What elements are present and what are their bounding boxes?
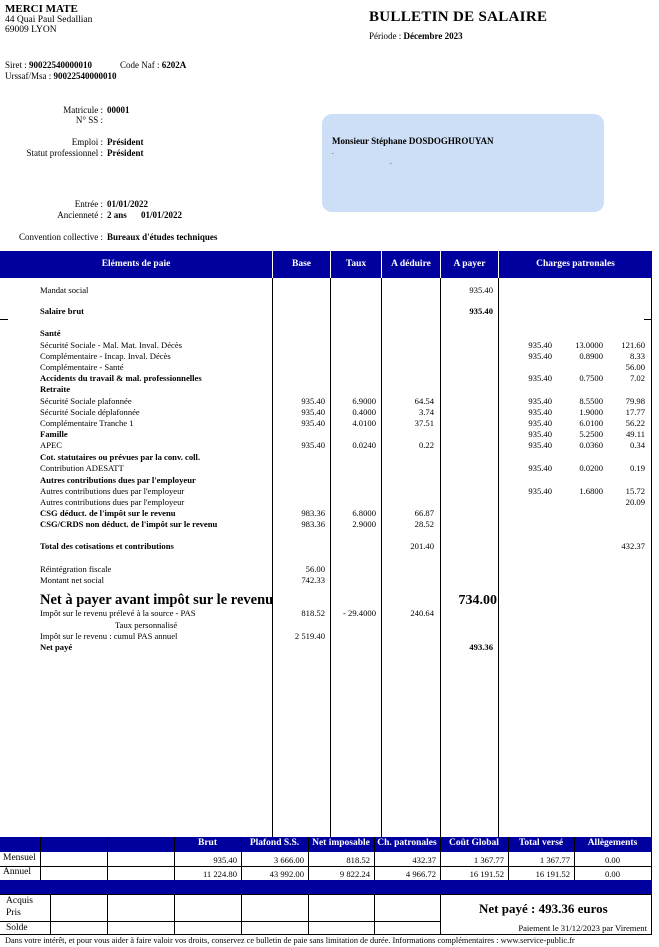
summary-header-cell: Total versé [518,838,564,848]
row-pmont: 0.34 [629,440,645,450]
conges-border [241,894,242,934]
header-charges: Charges patronales [536,259,615,269]
summary-border [40,837,41,880]
table-row [0,541,659,552]
summary-header-cell: Brut [198,838,217,848]
table-row [0,508,659,519]
anciennete-date: 01/01/2022 [141,210,183,220]
row-pmont: 56.00 [625,362,645,372]
row-label: Complémentaire - Santé [40,362,124,372]
cumul-pas-label: Impôt sur le revenu : cumul PAS annuel [40,631,178,641]
row-base: 742.33 [301,575,325,585]
summary-header-cell: Coût Global [449,838,499,848]
row-pbase: 935.40 [528,407,552,417]
cumul-pas-base: 2 519.40 [294,631,325,641]
row-taux: 2.9000 [352,519,376,529]
table-row [0,396,659,407]
pas-label: Impôt sur le revenu prélevé à la source - PAS [40,608,196,618]
row-taux: 4.0100 [352,418,376,428]
row-pmont: 56.22 [625,418,645,428]
row-label: Complémentaire Tranche 1 [40,418,134,428]
naf-label: Code Naf : [120,60,160,70]
header-separator [381,251,382,278]
document-title: BULLETIN DE SALAIRE [369,9,548,25]
row-pbase: 935.40 [528,486,552,496]
legal-notice: Dans votre intérêt, et pour vous aider à faire valoir vos droits, conservez ce bulletin de paie sans limitation de durée. Informations complémentaires : www.service-public.fr [5,936,575,945]
row-ptaux: 0.7500 [579,373,603,383]
naf-value: 6202A [161,60,187,70]
urssaf-label: Urssaf/Msa : [5,71,52,81]
company-name: MERCI MATE [5,3,78,15]
recipient-name: Monsieur Stéphane DOSDOGHROUYAN [332,136,494,146]
summary-header-cell: Ch. patronales [377,838,437,848]
summary-row-label: Mensuel [3,853,36,863]
emploi-label: Emploi : [71,137,103,147]
summary-row-label: Annuel [3,867,31,877]
row-base: 983.36 [301,519,325,529]
header-base: Base [292,259,311,269]
row-label: Réintégration fiscale [40,564,112,574]
matricule-label: Matricule : [63,105,103,115]
row-base: 935.40 [301,440,325,450]
row-base: 935.40 [301,396,325,406]
summary-cell: 0.00 [604,869,620,879]
row-base: 983.36 [301,508,325,518]
conges-pris-label: Pris [6,908,21,918]
company-address-line2: 69009 LYON [5,25,57,35]
row-pbase: 935.40 [528,429,552,439]
table-row [0,384,659,395]
recipient-address-box [322,114,604,212]
row-ptaux: 0.8900 [579,351,603,361]
row-base: 935.40 [301,418,325,428]
conges-border [374,894,375,934]
summary-cell: 16 191.52 [535,869,570,879]
tick-mark [644,319,652,320]
table-row [0,351,659,362]
row-ptaux: 6.0100 [579,418,603,428]
summary-header-cell: Allègements [587,838,638,848]
row-label: Sécurité Sociale plafonnée [40,396,132,406]
row-pbase: 935.40 [528,396,552,406]
convention-label: Convention collective : [19,232,103,242]
urssaf-value: 90022540000010 [53,71,117,81]
net-paye-label: Net payé [40,642,73,652]
row-label: Autres contributions dues par l'employeur [40,475,196,485]
row-pbase: 935.40 [528,351,552,361]
pas-base: 818.52 [301,608,325,618]
row-pmont: 15.72 [625,486,645,496]
row-deduire: 37.51 [414,418,434,428]
summary-row-border [0,866,652,867]
table-row [0,440,659,451]
row-deduire: 201.40 [410,541,434,551]
company-address-line1: 44 Quai Paul Sedallian [5,15,93,25]
pas-deduire: 240.64 [410,608,434,618]
table-row [0,519,659,530]
row-label: Autres contributions dues par l'employeur [40,486,185,496]
header-separator [330,251,331,278]
conges-border [0,894,652,895]
row-label: Sécurité Sociale déplafonnée [40,407,140,417]
summary-border [107,837,108,880]
row-pbase: 935.40 [528,463,552,473]
row-ptaux: 1.6800 [579,486,603,496]
row-taux: 0.4000 [352,407,376,417]
row-label: Cot. statutaires ou prévues par la conv. coll. [40,452,201,462]
payment-net-paye: Net payé : 493.36 euros [479,901,608,916]
table-row [0,475,659,486]
row-taux: 6.8000 [352,508,376,518]
row-apayer: 935.40 [469,285,493,295]
table-row [0,575,659,586]
table-row [0,340,659,351]
tick-mark [0,319,8,320]
conges-border [308,894,309,934]
row-base: 56.00 [305,564,325,574]
conges-border [107,894,108,934]
row-apayer: 935.40 [469,306,493,316]
table-row [0,362,659,373]
conges-solde-label: Solde [6,923,28,933]
row-pmont: 8.33 [629,351,645,361]
row-label: Retraite [40,384,71,394]
period [369,31,463,41]
summary-cell: 935.40 [213,855,237,865]
header-deduire: A déduire [391,259,431,269]
row-label: Contribution ADESATT [40,463,124,473]
row-ptaux: 5.2500 [579,429,603,439]
summary-cell: 1 367.77 [473,855,504,865]
row-label: CSG déduct. de l'impôt sur le revenu [40,508,176,518]
anciennete-value: 2 ans [107,210,127,220]
row-pmont: 0.19 [629,463,645,473]
convention-value: Bureaux d'études techniques [107,232,218,242]
row-label: APEC [40,440,62,450]
table-row [0,463,659,474]
row-label: Sécurité Sociale - Mal. Mat. Inval. Décès [40,340,182,350]
row-pmont: 7.02 [629,373,645,383]
summary-cell: 43 992.00 [269,869,304,879]
summary-cell: 9 822.24 [339,869,370,879]
table-row [0,285,659,296]
statut-value: Président [107,148,144,158]
entree-label: Entrée : [74,199,103,209]
header-taux: Taux [345,259,367,269]
conges-border [50,894,51,934]
summary-header-cell: Net imposable [312,838,370,848]
row-label: Mandat social [40,285,89,295]
row-deduire: 64.54 [414,396,434,406]
row-pmont: 79.98 [625,396,645,406]
table-row [0,407,659,418]
row-taux: 6.9000 [352,396,376,406]
header-separator [272,251,273,278]
naf-line [120,60,186,70]
summary-cell: 1 367.77 [539,855,570,865]
table-row [0,429,659,440]
conges-border [174,894,175,934]
summary-cell: 818.52 [346,855,370,865]
summary-band [0,880,652,894]
net-paye-value: 493.36 [469,642,493,652]
row-pbase: 935.40 [528,340,552,350]
row-ptaux: 0.0360 [579,440,603,450]
row-base: 935.40 [301,407,325,417]
row-label: Autres contributions dues par l'employeur [40,497,185,507]
table-row [0,486,659,497]
conges-border [0,934,652,935]
header-apayer: A payer [453,259,486,269]
matricule-value: 00001 [107,105,130,115]
row-pmont: 17.77 [625,407,645,417]
recipient-line2: . [332,148,334,156]
header-elements: Eléments de paie [101,259,171,269]
row-label: Total des cotisations et contributions [40,541,174,551]
summary-cell: 0.00 [604,855,620,865]
period-value: Décembre 2023 [403,31,463,41]
summary-cell: 432.37 [412,855,436,865]
conges-acquis-label: Acquis [6,896,33,906]
row-pbase: 935.40 [528,440,552,450]
recipient-line3: . [390,158,392,166]
row-pmont: 121.60 [621,340,645,350]
row-pbase: 935.40 [528,418,552,428]
summary-cell: 3 666.00 [273,855,304,865]
anciennete-label: Ancienneté : [57,210,103,220]
table-row [0,373,659,384]
table-row [0,452,659,463]
summary-cell: 16 191.52 [469,869,504,879]
row-deduire: 0.22 [418,440,434,450]
conges-border [651,894,652,934]
table-row [0,328,659,339]
siret-label: Siret : [5,60,27,70]
row-pmont: 20.09 [625,497,645,507]
row-label: Santé [40,328,61,338]
emploi-value: Président [107,137,144,147]
row-pmont: 432.37 [621,541,645,551]
period-label: Période : [369,31,402,41]
row-label: Accidents du travail & mal. professionnelles [40,373,202,383]
row-label: Montant net social [40,575,104,585]
row-pmont: 49.11 [625,429,645,439]
header-separator [440,251,441,278]
row-taux: 0.0240 [352,440,376,450]
row-deduire: 3.74 [418,407,434,417]
statut-label: Statut professionnel : [26,148,103,158]
header-separator [498,251,499,278]
row-ptaux: 13.0000 [575,340,603,350]
net-avant-impot-value: 734.00 [458,593,497,608]
taux-personnalise-label: Taux personnalisé [115,620,178,630]
summary-header-cell: Plafond S.S. [249,838,300,848]
row-label: Complémentaire - Incap. Inval. Décès [40,351,171,361]
ss-label: N° SS : [75,115,103,125]
table-row [0,306,659,317]
summary-cell: 4 966.72 [405,869,436,879]
row-ptaux: 8.5500 [579,396,603,406]
row-label: CSG/CRDS non déduct. de l'impôt sur le revenu [40,519,218,529]
row-deduire: 28.52 [414,519,434,529]
table-row [0,497,659,508]
table-row [0,418,659,429]
net-avant-impot-label: Net à payer avant impôt sur le revenu [40,592,274,608]
row-label: Salaire brut [40,306,85,316]
pas-taux: - 29.4000 [343,608,376,618]
row-ptaux: 0.0200 [579,463,603,473]
table-row [0,564,659,575]
urssaf-line [5,71,117,81]
row-deduire: 66.87 [414,508,434,518]
siret-value: 90022540000010 [29,60,92,70]
summary-cell: 11 224.80 [202,869,237,879]
row-label: Famille [40,429,68,439]
payment-date: Paiement le 31/12/2023 par Virement [518,923,647,933]
row-ptaux: 1.9000 [579,407,603,417]
siret-line [5,60,92,70]
row-pbase: 935.40 [528,373,552,383]
entree-value: 01/01/2022 [107,199,149,209]
